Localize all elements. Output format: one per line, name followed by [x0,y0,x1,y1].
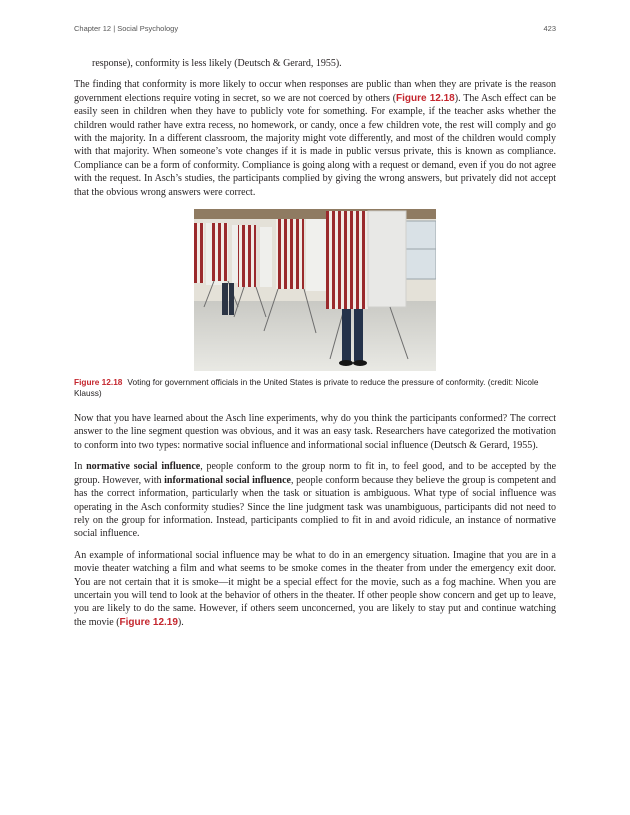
text-run: , people conform because they believe the group is competent and has the correct information, particularly when the task or situation is ambiguous. What type of social influence was operating in the Asch conformity studies? Since the line judgment task was unambiguous, participants did not need to rely on the group for information. Instead, participants complied to fit in and avoid ridicule, an instance of normative social influence. [74,474,556,540]
paragraph-emergency-example [74,549,556,629]
paragraph-normative-informational [74,460,556,540]
running-head [74,24,556,33]
page-number: 423 [543,24,556,33]
page-body [74,57,556,637]
figure-link-12-19[interactable]: Figure 12.19 [119,616,178,628]
figure-link-12-18[interactable]: Figure 12.18 [396,92,455,104]
figure-caption [74,377,556,398]
text-run: The finding that conformity is more likely to occur when responses are public than when they are private is the reason government elections require voting in secret, so we are not coerced by others ( [74,79,556,104]
figure-12-18 [74,209,556,398]
paragraph-continued: response), conformity is less likely (Deutsch & Gerard, 1955). [92,58,342,69]
voting-booths-photo [194,209,436,371]
text-run: ). The Asch effect can be easily seen in children when they have to publicly vote for something. For example, if the teacher asks whether the children would rather have extra recess, no homework, or candy, once a few children vote, the rest will comply and go with the majority. In a different classroom, the majority might vote differently, and most of the children would comply with that majority. When someone’s vote changes if it is made in public versus private, this is known as compliance. Compliance can be a form of conformity. Compliance is going along with a request or demand, even if you do not agree with the request. In Asch’s studies, the participants complied by giving the wrong answers, but privately did not accept that the obvious wrong answers were correct. [74,92,556,198]
paragraph-asch-motivation: Now that you have learned about the Asch line experiments, why do you think the participants conformed? The correct answer to the line segment question was obvious, and it was an easy task. Researchers have categorized the motivation to conform into two types: normative social influence and informational social influence (Deutsch & Gerard, 1955). [74,413,556,451]
text-run: In [74,461,87,473]
paragraph-conformity-public [74,78,556,199]
chapter-title: Chapter 12 | Social Psychology [74,24,179,33]
figure-label: Figure 12.18 [74,377,123,388]
text-run: ). [177,616,184,628]
text-run: , people conform to the group norm to fit in, to feel good, and to be accepted by the group. However, with [74,461,557,486]
key-term-informational: informational social influence [164,474,291,486]
figure-caption-text: Voting for government officials in the United States is private to reduce the pressure of conformity. (credit: Nicole Klauss) [74,377,539,398]
text-run: An example of informational social influence may be what to do in an emergency situation. Imagine that you are in a movie theater watching a film and what seems to be smoke comes in the theater from under the emergency exit door. You are not certain that it is smoke—it might be a special effect for the movie, such as a fog machine. When you are uncertain you will tend to look at the behavior of others in the theater. If other people show concern and get up to leave, you are likely to do the same. However, if others seem unconcerned, you are likely to stay put and continue watching the movie ( [74,549,556,628]
key-term-normative: normative social influence [86,461,201,473]
